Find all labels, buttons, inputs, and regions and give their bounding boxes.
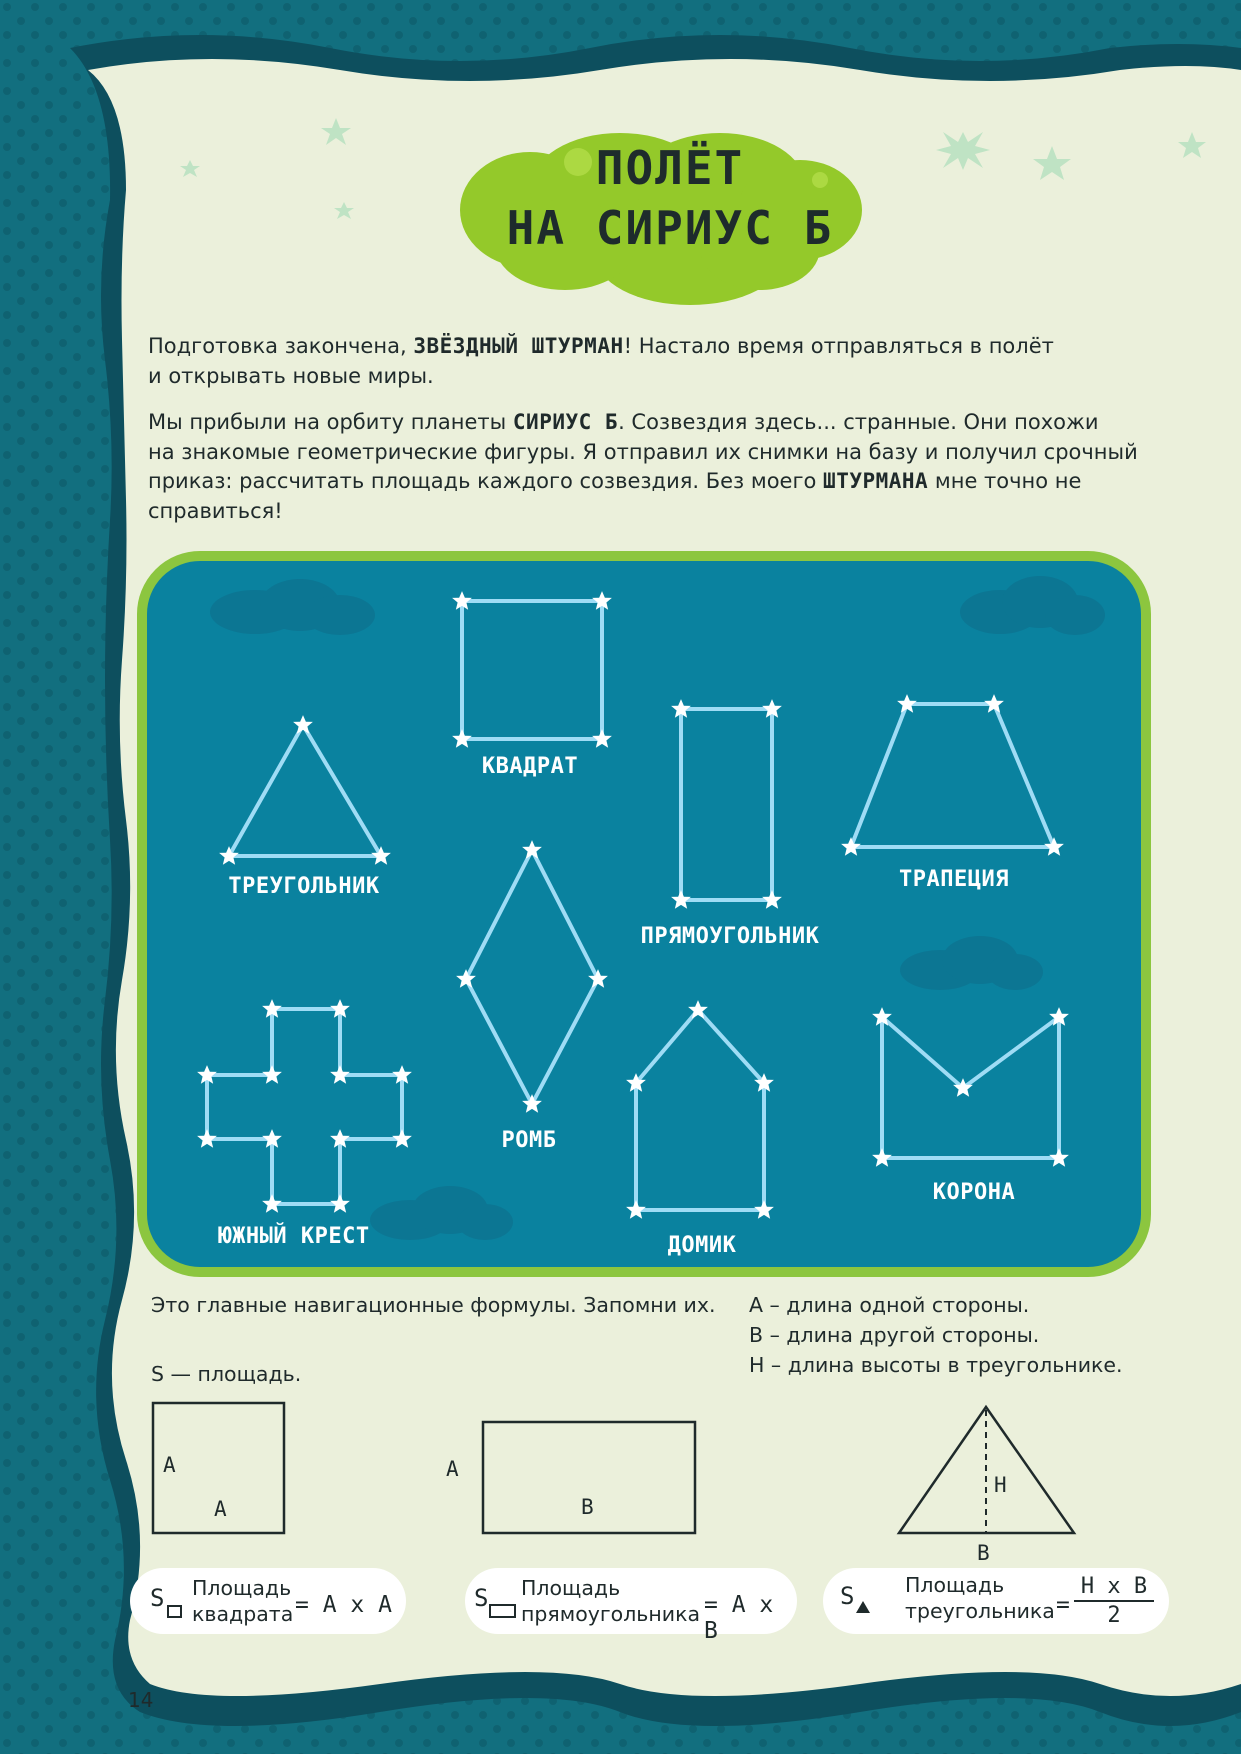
- formula-square-eq: = A x A: [295, 1592, 392, 1618]
- formula-rect-s: S: [474, 1584, 489, 1612]
- formula-rect-eq: = A x B: [704, 1592, 774, 1644]
- square-side-label: A: [163, 1453, 176, 1477]
- legend-a: A – длина одной стороны.: [749, 1293, 1030, 1317]
- square-symbol-icon: [167, 1605, 182, 1618]
- formula-tri-s: S: [840, 1582, 855, 1610]
- intro1-bold: ЗВЁЗДНЫЙ ШТУРМАН: [413, 334, 624, 358]
- legend-h: H – длина высоты в треугольнике.: [749, 1353, 1123, 1377]
- rect-side-label: A: [446, 1457, 459, 1481]
- label-crown: КОРОНА: [932, 1180, 1016, 1205]
- label-rhombus: РОМБ: [501, 1128, 557, 1153]
- formula-square: [130, 1568, 406, 1634]
- intro2-bold-planet: СИРИУС Б: [512, 410, 619, 434]
- intro1-text-end: ! Настало время отправляться в полёт: [623, 334, 1054, 358]
- formula-rect-text: [521, 1575, 700, 1627]
- formula-rectangle: [465, 1568, 797, 1644]
- intro2-line2: на знакомые геометрические фигуры. Я отправил их снимки на базу и получил срочный: [148, 439, 1138, 464]
- triangle-symbol-icon: [856, 1601, 870, 1613]
- intro2-line4: справиться!: [148, 498, 283, 523]
- formula-tri-text: [905, 1572, 1055, 1624]
- formula-rect-line2: прямоугольника: [521, 1602, 701, 1626]
- intro2-line3: приказ: рассчитать площадь каждого созвездия. Без моего: [148, 469, 824, 493]
- formula-triangle: [823, 1568, 1169, 1634]
- label-cross: ЮЖНЫЙ КРЕСТ: [218, 1224, 370, 1249]
- page-number: 14: [128, 1688, 154, 1712]
- intro1-text: Подготовка закончена,: [148, 334, 414, 358]
- formula-tri-fraction: [1074, 1573, 1154, 1629]
- label-rectangle: ПРЯМОУГОЛЬНИК: [640, 924, 820, 949]
- intro2-text-mid: . Созвездия здесь... странные. Они похожи: [618, 410, 1099, 434]
- rectangle-symbol-icon: [489, 1604, 516, 1618]
- label-house: ДОМИК: [667, 1233, 737, 1258]
- tri-height-label: H: [994, 1473, 1007, 1497]
- square-bottom-label: A: [214, 1497, 227, 1521]
- formula-tri-line1: Площадь: [905, 1573, 1005, 1597]
- s-definition: S — площадь.: [151, 1362, 302, 1386]
- formula-tri-numerator: H x B: [1074, 1573, 1154, 1602]
- title-line-1: ПОЛЁТ: [595, 141, 745, 195]
- formulas-intro: Это главные навигационные формулы. Запомни их.: [151, 1293, 716, 1317]
- formula-tri-eq: =: [1056, 1592, 1070, 1618]
- intro2-line3-end: мне точно не: [928, 469, 1082, 493]
- intro2-text: Мы прибыли на орбиту планеты: [148, 410, 513, 434]
- formula-square-s: S: [150, 1584, 165, 1612]
- formula-tri-denominator: 2: [1107, 1603, 1121, 1628]
- formula-square-text: [192, 1575, 293, 1627]
- formula-tri-line2: треугольника: [905, 1599, 1055, 1623]
- label-trapezoid: ТРАПЕЦИЯ: [899, 867, 1009, 892]
- title-line-2: НА СИРИУС Б: [506, 201, 834, 255]
- tri-base-label: B: [977, 1541, 990, 1565]
- rect-bottom-label: B: [581, 1495, 594, 1519]
- formula-square-line1: Площадь: [192, 1576, 292, 1600]
- label-square: КВАДРАТ: [481, 754, 579, 779]
- intro2-bold-navigator: ШТУРМАНА: [823, 469, 929, 493]
- legend-b: B – длина другой стороны.: [749, 1323, 1040, 1347]
- intro1-line2: и открывать новые миры.: [148, 363, 434, 388]
- formula-square-line2: квадрата: [192, 1602, 294, 1626]
- formula-rect-line1: Площадь: [521, 1576, 621, 1600]
- label-triangle: ТРЕУГОЛЬНИК: [228, 874, 380, 899]
